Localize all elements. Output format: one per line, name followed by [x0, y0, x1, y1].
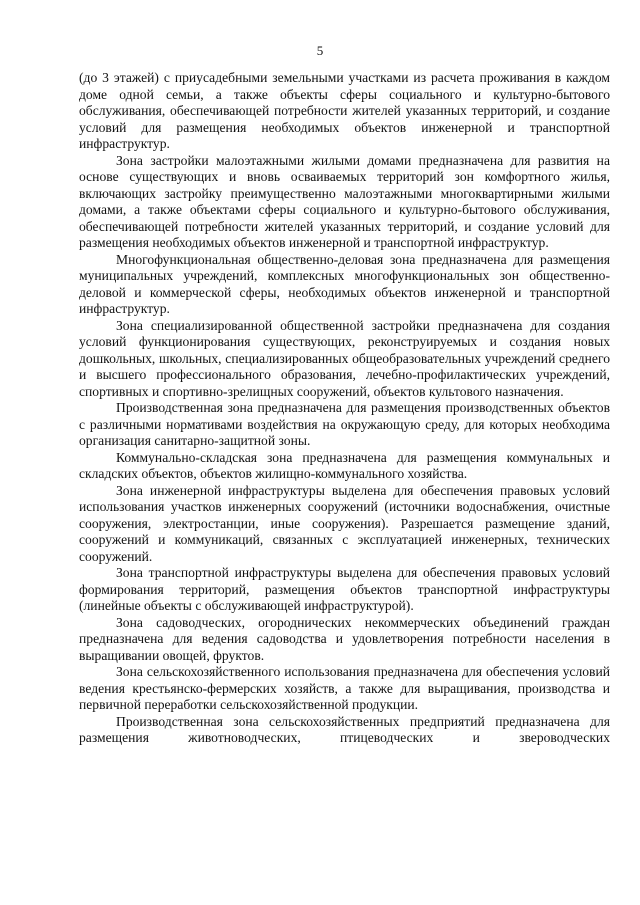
document-body [79, 70, 610, 747]
paragraph: Зона сельскохозяйственного использования предназначена для обеспечения условий ведения крестьянско-фермерских хозяйств, а также для выращивания, производства и первичной переработки сельскохозяйственной продукции. [79, 664, 610, 712]
page-number: 5 [316, 43, 324, 58]
paragraph: Зона транспортной инфраструктуры выделена для обеспечения правовых условий формирования территорий, размещения объектов транспортной инфраструктуры (линейные объекты с обслуживающей инфраструктурой). [79, 565, 610, 613]
paragraph: Зона специализированной общественной застройки предназначена для создания условий функционирования существующих, реконструируемых и создания новых дошкольных, школьных, специализированных общеобразовательных учреждений среднего и высшего профессионального образования, лечебно-профилактических учреждений, спортивных и спортивно-зрелищных сооружений, объектов культового назначения. [79, 317, 610, 399]
paragraph: Производственная зона предназначена для размещения производственных объектов с различными нормативами воздействия на окружающую среду, для которых необходима организация санитарно-защитной зоны. [79, 400, 610, 448]
paragraph: Производственная зона сельскохозяйственных предприятий предназначена для размещения животноводческих, птицеводческих и звероводческих [79, 713, 610, 745]
paragraph: (до 3 этажей) с приусадебными земельными участками из расчета проживания в каждом доме одной семьи, а также объекты сферы социального и культурно-бытового обслуживания, обеспечивающей потребности жителей указанных территорий, и создание условий для размещения необходимых объектов инженерной и транспортной инфраструктур. [79, 70, 610, 151]
paragraph: Зона садоводческих, огороднических некоммерческих объединений граждан предназначена для ведения садоводства и удовлетворения потребности населения в выращивании овощей, фруктов. [79, 614, 610, 663]
paragraph: Коммунально-складская зона предназначена для размещения коммунальных и складских объектов, объектов жилищно-коммунального хозяйства. [79, 449, 610, 481]
paragraph: Зона застройки малоэтажными жилыми домами предназначена для развития на основе существующих и вновь осваиваемых территорий зон комфортного жилья, включающих застройку преимущественно малоэтажными многоквартирными жилыми домами, а также объектами сферы социального и культурно-бытового обслуживания, обеспечивающей потребности жителей указанных территорий, и создание условий для размещения необходимых объектов инженерной и транспортной инфраструктур. [79, 152, 610, 250]
paragraph: Зона инженерной инфраструктуры выделена для обеспечения правовых условий использования участков инженерных сооружений (источники водоснабжения, очистные сооружения, электростанции, иные сооружения). Разрешается размещение зданий, сооружений и коммуникаций, связанных с эксплуатацией инженерных, технических сооружений. [79, 482, 610, 564]
paragraph: Многофункциональная общественно-деловая зона предназначена для размещения муниципальных учреждений, комплексных многофункциональных зон общественно-деловой и коммерческой сферы, необходимых объектов инженерной и транспортной инфраструктур. [79, 251, 610, 316]
